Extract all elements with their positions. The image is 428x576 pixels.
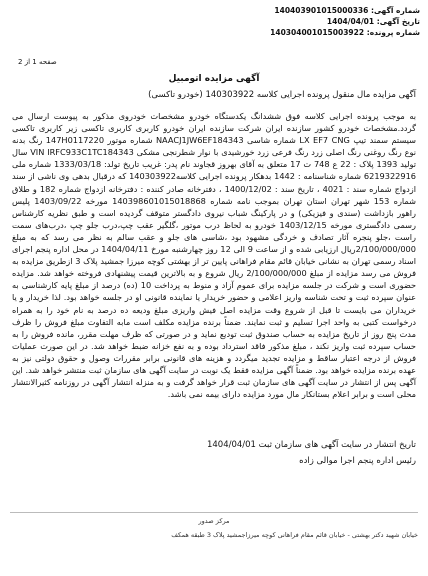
case-number: شماره پرونده: 140304001015003922 <box>270 28 420 37</box>
footer-address: خیابان شهید دکتر بهشتی - خیابان قائم مقام فراهانی کوچه میرزاجمشید پلاک 3 طبقه همکف <box>171 531 418 539</box>
footer-org: مرکز صدور <box>198 517 230 525</box>
notice-title: آگهی مزایده اتومبیل <box>168 74 260 84</box>
notice-subtitle: آگهی مزایده مال منقول پرونده اجرایی کلاسه 140303922 (خودرو تاکسی) <box>148 90 416 100</box>
page-number: صفحه 1 از 2 <box>18 58 57 66</box>
notice-meta <box>270 5 420 38</box>
notice-number: شماره آگهی: 140403901015000336 <box>274 6 420 15</box>
notice-body: به موجب پرونده اجرایی کلاسه فوق ششدانگ یکدستگاه خودرو مشخصات خودروی مذکور به پیوست ارسال می گردد.مشخصات خودرو کشور سازنده ایران شرکت سازنده ایران خودرو کاربری کاربری تاکسی زیر کاربری تاکسی سیستم سمند تیپ LX EF7 CNG شماره شاسی NAACJ1JW6EF184343 شماره موتور 147H0117220 رنگ بدنه نوع رنگ روغنی رنگ اصلی زرد رنگ فرعی زرد خورشیدی با نوار شطرنجی مشکی VIN IRFC933C1TC184343 سال تولید 1393 پلاک : 22 ع 748 ت 17 متعلق به آقای بهروز قجاوند نام پدر: غریب تاریخ تولد: 1333/03/18 شماره ملی 6219322916 شماره شناسنامه : 1442 بدهکار پرونده اجرایی کلاسه140303922 که درقبال بدهی وی ناشی از سند ازدواج شماره سند : 4021 ، تاریخ سند : 1400/12/02 ، دفترخانه صادر کننده : دفترخانه ازدواج شماره 182 و طلاق شماره 153 شهر تهران استان تهران بموجب نامه شماره 140398601015018868 مورخه 1403/09/22 پلیس راهور بازداشت (سندی و فیزیکی) و در پارکینگ شباب نیروی دادگستر متوقف گردیده است و طبق نظریه کارشناس رسمی دادگستری مورخه 1403/12/15 خودرو به لحاظ درب موتور ،گلگیر عقب چپ،درب جلو چپ ،درب‌های سمت راست ،جلو پنجره آثار تصادف و خردگی مشهود بود ،شاسی های جلو و عقب سالم به نظر می رسد که به مبلغ 2/100/000/000ریال ارزیابی شده و از ساعت 9 الی 12 روز چهارشنبه مورخ 1404/04/11 در محل اداره پنجم اجرای اسناد رسمی تهران به نشانی خیابان قائم مقام فراهانی پایین تر از بهشتی کوچه میرزا جمشید پلاک 3 ازطریق مزایده به فروش می رسد مزایده از مبلغ 2/100/000/000 ریال شروع و به بالاترین قیمت پیشنهادی فروخته خواهد شد. مزایده حضوری است و شرکت در جلسه مزایده برای عموم آزاد و منوط به پرداخت 10 (ده) درصد از مبلغ پایه کارشناسی به عنوان سپرده ثبت و تحت شناسه واریز اعلامی و حضور خریدار یا نماینده قانونی او در جلسه خواهد بود. لذا خریدار و یا خریداران می بایست تا قبل از شروع وقت مزایده اصل فیش واریزی مبلغ ودیعه ده درصد به نام خود را به همراه درخواست کتبی به واحد اجرا تسلیم و ثبت نمایند. ضمناً برنده مزایده مکلف است مابه التفاوت مبلغ فروش را ظرف مدت پنج روز از تاریخ مزایده به حساب صندوق ثبت تودیع نماید و در صورتی که ظرف مهلت مقرر، مانده فروش را به حساب سپرده ثبت واریز نکند ، مبلغ مذکور فاقد استرداد بوده و به نفع خزانه ضبط خواهد شد. در این صورت عملیات فروش از درجه اعتبار ساقط و مزایده تجدید میگردد و هزینه های قانونی برابر مقررات وصول و حقوق دولتی نیز به عهده برنده مزایده خواهد بود. ضمناً آگهی مزایده فقط یک نوبت در سایت آگهی های سازمان ثبت منتشر خواهد شد. این آگهی پس از انتشار در سایت آگهی های سازمان ثبت قرار خواهد گرفت و به منزله انتشار آگهی در روزنامه کثیرالانتشار محلی است و برابر اعلام بستانکار مال مورد مزایده دارای بیمه نمی باشد. <box>12 111 417 400</box>
signature-block <box>207 437 416 469</box>
notice-date: تاریخ آگهی: 1404/04/01 <box>326 17 420 26</box>
footer <box>10 512 418 539</box>
publish-date: تاریخ انتشار در سایت آگهی های سازمان ثبت 1404/04/01 <box>206 440 416 450</box>
signer-name: رئیس اداره پنجم اجرا موالی زاده <box>299 456 416 466</box>
